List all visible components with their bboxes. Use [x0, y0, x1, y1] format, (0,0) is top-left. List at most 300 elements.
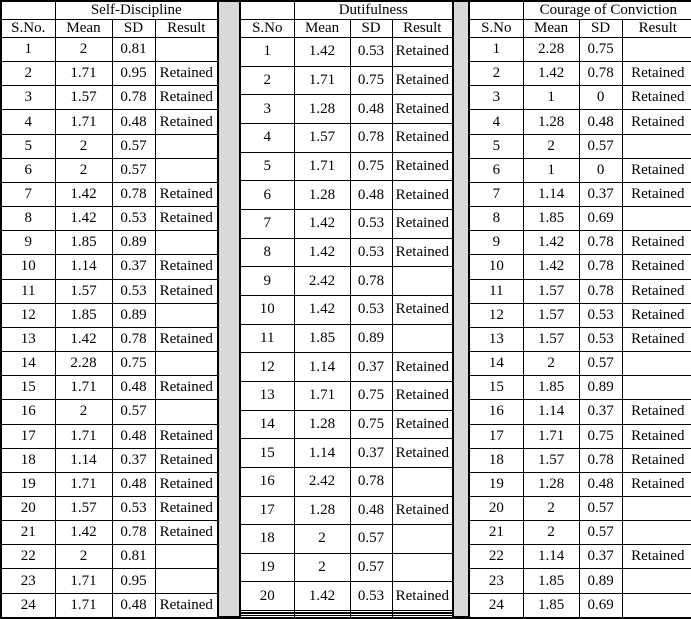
mean-cell: 2	[55, 545, 112, 569]
mean-cell: 1.57	[55, 86, 112, 110]
col-header-result: Result	[392, 20, 453, 38]
result-cell: Retained	[622, 424, 691, 448]
table-row	[469, 472, 691, 496]
mean-cell: 1.28	[294, 410, 350, 439]
mean-cell: 2	[523, 352, 579, 376]
mean-cell: 1.71	[294, 381, 350, 410]
table-row	[1, 62, 218, 86]
sno-cell: 4	[240, 123, 294, 152]
sno-cell: 23	[1, 569, 55, 593]
sd-cell: 0.78	[112, 182, 155, 206]
sd-cell: 0.57	[579, 496, 622, 520]
result-cell: Retained	[392, 439, 453, 468]
sno-cell: 21	[469, 521, 523, 545]
sd-cell: 0.48	[579, 472, 622, 496]
result-cell: Retained	[392, 123, 453, 152]
result-cell: Retained	[392, 38, 453, 67]
mean-cell: 1.85	[523, 569, 579, 593]
mean-cell: 1.57	[294, 123, 350, 152]
col-header-sd: SD	[112, 20, 155, 38]
sno-cell: 15	[1, 376, 55, 400]
table-row	[1, 255, 218, 279]
mean-cell: 2.42	[294, 467, 350, 496]
table-row	[240, 353, 453, 382]
result-cell: Retained	[392, 582, 453, 611]
sd-cell: 0.53	[350, 295, 392, 324]
result-cell: Retained	[155, 182, 218, 206]
table-row	[240, 295, 453, 324]
mean-cell: 1.42	[294, 582, 350, 611]
mean-cell: 1.57	[523, 279, 579, 303]
sd-cell: 0.48	[112, 424, 155, 448]
mean-cell: 1.42	[523, 231, 579, 255]
sno-cell: 19	[240, 553, 294, 582]
mean-cell: 2	[55, 38, 112, 62]
table-row	[469, 496, 691, 520]
table-row	[1, 400, 218, 424]
mean-cell: 1.42	[523, 255, 579, 279]
table-row	[469, 545, 691, 569]
sno-cell: 14	[469, 352, 523, 376]
result-cell: Retained	[155, 448, 218, 472]
sd-cell: 0.57	[112, 134, 155, 158]
result-cell: Retained	[155, 376, 218, 400]
sno-cell: 24	[1, 593, 55, 618]
sd-cell: 0.75	[112, 352, 155, 376]
table-row	[1, 448, 218, 472]
table-row	[240, 467, 453, 496]
sno-cell: 23	[469, 569, 523, 593]
table-corner-cell	[1, 1, 55, 20]
sd-cell: 0.89	[579, 569, 622, 593]
result-cell	[392, 615, 453, 618]
mean-cell: 1.28	[294, 496, 350, 525]
sd-cell: 0.95	[112, 569, 155, 593]
result-cell: Retained	[155, 521, 218, 545]
sno-cell: 2	[469, 62, 523, 86]
table-row	[1, 327, 218, 351]
col-header-sd: SD	[579, 20, 622, 38]
result-cell: Retained	[392, 381, 453, 410]
sd-cell: 0.53	[579, 327, 622, 351]
table-row	[240, 267, 453, 296]
result-cell: Retained	[392, 410, 453, 439]
sd-cell: 0.75	[350, 152, 392, 181]
table-row	[1, 521, 218, 545]
table-row	[1, 134, 218, 158]
table-row	[469, 62, 691, 86]
sno-cell: 15	[469, 376, 523, 400]
col-header-sno: S.No	[469, 20, 523, 38]
table-row	[240, 209, 453, 238]
mean-cell: 2	[294, 553, 350, 582]
table-row	[1, 376, 218, 400]
sd-cell: 0.78	[579, 448, 622, 472]
mean-cell: 1.42	[55, 327, 112, 351]
sno-cell: 24	[469, 593, 523, 618]
sd-cell: 0.69	[579, 593, 622, 618]
table-title-row	[240, 1, 453, 20]
sno-cell: 16	[1, 400, 55, 424]
mean-cell: 2	[523, 134, 579, 158]
table-row	[469, 38, 691, 62]
table-title-row	[1, 1, 218, 20]
sno-cell: 8	[469, 207, 523, 231]
sd-cell: 0.75	[350, 66, 392, 95]
sd-cell: 0.78	[579, 255, 622, 279]
mean-cell: 1.14	[523, 182, 579, 206]
sno-cell: 16	[240, 467, 294, 496]
mean-cell: 1.71	[294, 152, 350, 181]
table-body	[469, 38, 691, 619]
mean-cell: 1.71	[55, 62, 112, 86]
sd-cell: 0.78	[350, 267, 392, 296]
sno-cell: 4	[469, 110, 523, 134]
mean-cell: 1.14	[294, 439, 350, 468]
mean-cell: 1.57	[55, 279, 112, 303]
mean-cell: 1.28	[294, 95, 350, 124]
sd-cell: 0.37	[579, 400, 622, 424]
sd-cell: 0.48	[112, 376, 155, 400]
mean-cell: 1.14	[55, 255, 112, 279]
mean-cell: 1.28	[523, 110, 579, 134]
mean-cell: 1.57	[523, 303, 579, 327]
result-cell: Retained	[155, 496, 218, 520]
table-row	[240, 439, 453, 468]
sno-cell: 14	[1, 352, 55, 376]
sno-cell: 15	[240, 439, 294, 468]
sno-cell: 17	[469, 424, 523, 448]
result-cell	[622, 38, 691, 62]
mean-cell: 1.71	[55, 472, 112, 496]
result-cell	[622, 521, 691, 545]
result-cell: Retained	[392, 238, 453, 267]
mean-cell: 2	[523, 521, 579, 545]
sd-cell: 0.53	[350, 238, 392, 267]
sd-cell: 0.78	[350, 467, 392, 496]
table-row	[469, 376, 691, 400]
mean-cell: 1.85	[523, 207, 579, 231]
sd-cell: 0.37	[112, 448, 155, 472]
result-cell	[622, 569, 691, 593]
sd-cell: 0.81	[112, 545, 155, 569]
sd-cell: 0.57	[112, 158, 155, 182]
table-row	[469, 134, 691, 158]
column-header-row	[1, 20, 218, 38]
table-row	[469, 593, 691, 618]
mean-cell: 2	[55, 400, 112, 424]
mean-cell: 1.42	[294, 209, 350, 238]
result-cell	[622, 376, 691, 400]
sno-cell: 20	[1, 496, 55, 520]
result-cell	[155, 303, 218, 327]
mean-cell: 1.71	[55, 593, 112, 618]
sno-cell: 12	[469, 303, 523, 327]
result-cell	[392, 324, 453, 353]
sd-cell: 0.89	[350, 324, 392, 353]
col-header-mean: Mean	[294, 20, 350, 38]
table-row	[1, 110, 218, 134]
sno-cell	[240, 615, 294, 618]
result-cell	[155, 569, 218, 593]
result-cell: Retained	[155, 255, 218, 279]
sd-cell: 0.57	[579, 352, 622, 376]
sno-cell: 9	[469, 231, 523, 255]
mean-cell: 1.71	[55, 110, 112, 134]
sno-cell: 7	[240, 209, 294, 238]
mean-cell: 1.14	[523, 400, 579, 424]
mean-cell: 1.42	[55, 521, 112, 545]
table-row	[469, 303, 691, 327]
sd-cell: 0.89	[112, 303, 155, 327]
result-cell: Retained	[392, 209, 453, 238]
table-row	[1, 182, 218, 206]
sd-cell	[350, 615, 392, 618]
table-row	[469, 182, 691, 206]
table-row	[1, 279, 218, 303]
sno-cell: 3	[1, 86, 55, 110]
table-title: Self-Discipline	[55, 1, 218, 20]
mean-cell: 1.85	[523, 376, 579, 400]
result-cell: Retained	[622, 448, 691, 472]
result-cell: Retained	[622, 327, 691, 351]
sno-cell: 7	[1, 182, 55, 206]
result-cell: Retained	[392, 496, 453, 525]
table-row	[469, 207, 691, 231]
sd-cell: 0.57	[350, 553, 392, 582]
col-header-sno: S.No	[240, 20, 294, 38]
sd-cell: 0.57	[112, 400, 155, 424]
table-corner-cell	[469, 1, 523, 20]
mean-cell: 1	[523, 158, 579, 182]
result-cell	[392, 525, 453, 554]
sd-cell: 0.75	[579, 424, 622, 448]
mean-cell: 1.14	[523, 545, 579, 569]
sd-cell: 0.37	[350, 439, 392, 468]
mean-cell: 1.71	[523, 424, 579, 448]
mean-cell	[294, 615, 350, 618]
result-cell	[155, 352, 218, 376]
col-header-mean: Mean	[55, 20, 112, 38]
table-row	[1, 424, 218, 448]
sd-cell: 0.53	[350, 582, 392, 611]
sno-cell: 8	[240, 238, 294, 267]
separator-column	[454, 0, 468, 619]
separator-column	[219, 0, 239, 619]
column-header-row	[240, 20, 453, 38]
sd-cell: 0.48	[112, 110, 155, 134]
sd-cell: 0.37	[579, 545, 622, 569]
sd-cell: 0	[579, 86, 622, 110]
table-row	[469, 448, 691, 472]
sno-cell: 3	[240, 95, 294, 124]
mean-cell: 1.42	[294, 295, 350, 324]
result-cell	[622, 207, 691, 231]
result-cell: Retained	[155, 424, 218, 448]
mean-cell: 1.71	[55, 569, 112, 593]
sno-cell: 10	[240, 295, 294, 324]
table-row	[1, 158, 218, 182]
result-cell	[622, 134, 691, 158]
result-cell: Retained	[622, 62, 691, 86]
sd-cell: 0.53	[112, 207, 155, 231]
result-cell: Retained	[622, 231, 691, 255]
table-row	[1, 86, 218, 110]
sno-cell: 8	[1, 207, 55, 231]
sd-cell: 0.95	[112, 62, 155, 86]
sno-cell: 9	[1, 231, 55, 255]
mean-cell: 1.85	[294, 324, 350, 353]
result-cell: Retained	[622, 400, 691, 424]
sd-cell: 0.48	[112, 593, 155, 618]
mean-cell: 2	[55, 134, 112, 158]
table-row	[240, 582, 453, 611]
table-row	[1, 593, 218, 618]
mean-cell: 1.85	[55, 303, 112, 327]
result-cell: Retained	[155, 62, 218, 86]
result-cell: Retained	[622, 86, 691, 110]
sno-cell: 21	[1, 521, 55, 545]
table-row	[469, 521, 691, 545]
result-cell: Retained	[392, 95, 453, 124]
mean-cell: 1.14	[294, 353, 350, 382]
table-row	[469, 400, 691, 424]
sno-cell: 18	[469, 448, 523, 472]
mean-cell: 1.71	[294, 66, 350, 95]
sno-cell: 16	[469, 400, 523, 424]
table-row	[240, 324, 453, 353]
result-cell	[392, 467, 453, 496]
result-cell: Retained	[155, 86, 218, 110]
table-row	[240, 410, 453, 439]
sno-cell: 12	[1, 303, 55, 327]
sd-cell: 0.48	[579, 110, 622, 134]
result-cell: Retained	[622, 472, 691, 496]
table-body	[240, 38, 453, 619]
table-row	[469, 327, 691, 351]
table-corner-cell	[240, 1, 294, 20]
sno-cell: 2	[1, 62, 55, 86]
sd-cell: 0.48	[112, 472, 155, 496]
table-row	[469, 86, 691, 110]
sd-cell: 0.37	[579, 182, 622, 206]
result-cell: Retained	[392, 66, 453, 95]
table-title-row	[469, 1, 691, 20]
sno-cell: 10	[469, 255, 523, 279]
sno-cell: 5	[469, 134, 523, 158]
table-row	[1, 496, 218, 520]
table-row	[240, 66, 453, 95]
table-row	[469, 110, 691, 134]
sd-cell: 0.78	[112, 86, 155, 110]
mean-cell: 2	[55, 158, 112, 182]
result-cell	[622, 496, 691, 520]
sno-cell: 9	[240, 267, 294, 296]
mean-cell: 1.42	[294, 38, 350, 67]
table-row	[469, 231, 691, 255]
sno-cell: 10	[1, 255, 55, 279]
table-row	[240, 95, 453, 124]
result-cell	[155, 158, 218, 182]
result-cell	[392, 267, 453, 296]
sno-cell: 17	[240, 496, 294, 525]
sno-cell: 11	[469, 279, 523, 303]
sd-cell: 0.57	[579, 134, 622, 158]
sd-cell: 0.53	[112, 496, 155, 520]
sd-cell: 0.48	[350, 95, 392, 124]
sd-cell: 0.53	[350, 38, 392, 67]
table-row	[1, 303, 218, 327]
mean-cell: 1.28	[523, 472, 579, 496]
mean-cell: 1.42	[294, 238, 350, 267]
result-cell	[622, 352, 691, 376]
sno-cell: 22	[469, 545, 523, 569]
result-cell	[622, 593, 691, 618]
result-cell: Retained	[622, 158, 691, 182]
table-row	[1, 569, 218, 593]
sd-cell: 0.37	[112, 255, 155, 279]
sno-cell: 6	[240, 181, 294, 210]
mean-cell: 1.42	[523, 62, 579, 86]
result-cell: Retained	[622, 182, 691, 206]
result-cell: Retained	[155, 110, 218, 134]
table-body	[1, 38, 218, 619]
sd-cell: 0.75	[579, 38, 622, 62]
table-row	[469, 255, 691, 279]
result-cell	[155, 231, 218, 255]
sno-cell: 13	[1, 327, 55, 351]
col-header-mean: Mean	[523, 20, 579, 38]
mean-cell: 1.85	[523, 593, 579, 618]
sno-cell: 11	[1, 279, 55, 303]
table-self-discipline	[0, 0, 219, 619]
sno-cell: 22	[1, 545, 55, 569]
table-title: Courage of Conviction	[523, 1, 691, 20]
mean-cell: 1.85	[55, 231, 112, 255]
mean-cell: 1.57	[523, 448, 579, 472]
mean-cell: 2	[294, 525, 350, 554]
table-row	[240, 525, 453, 554]
sno-cell: 11	[240, 324, 294, 353]
sno-cell: 7	[469, 182, 523, 206]
column-header-row	[469, 20, 691, 38]
sno-cell: 20	[469, 496, 523, 520]
sno-cell: 2	[240, 66, 294, 95]
sno-cell: 1	[240, 38, 294, 67]
sd-cell: 0.53	[350, 209, 392, 238]
sno-cell: 1	[1, 38, 55, 62]
sd-cell: 0.81	[112, 38, 155, 62]
sno-cell: 19	[1, 472, 55, 496]
sno-cell: 20	[240, 582, 294, 611]
sd-cell: 0.89	[579, 376, 622, 400]
sno-cell: 19	[469, 472, 523, 496]
sd-cell: 0.78	[579, 62, 622, 86]
result-cell: Retained	[622, 279, 691, 303]
table-courage-of-conviction	[468, 0, 691, 619]
table-row	[469, 158, 691, 182]
sd-cell: 0.75	[350, 381, 392, 410]
table-dutifulness	[239, 0, 454, 619]
table-row	[240, 496, 453, 525]
col-header-result: Result	[155, 20, 218, 38]
sno-cell: 18	[1, 448, 55, 472]
table-row	[240, 38, 453, 67]
table-row	[1, 207, 218, 231]
sno-cell: 6	[469, 158, 523, 182]
result-cell: Retained	[392, 295, 453, 324]
result-cell	[155, 545, 218, 569]
